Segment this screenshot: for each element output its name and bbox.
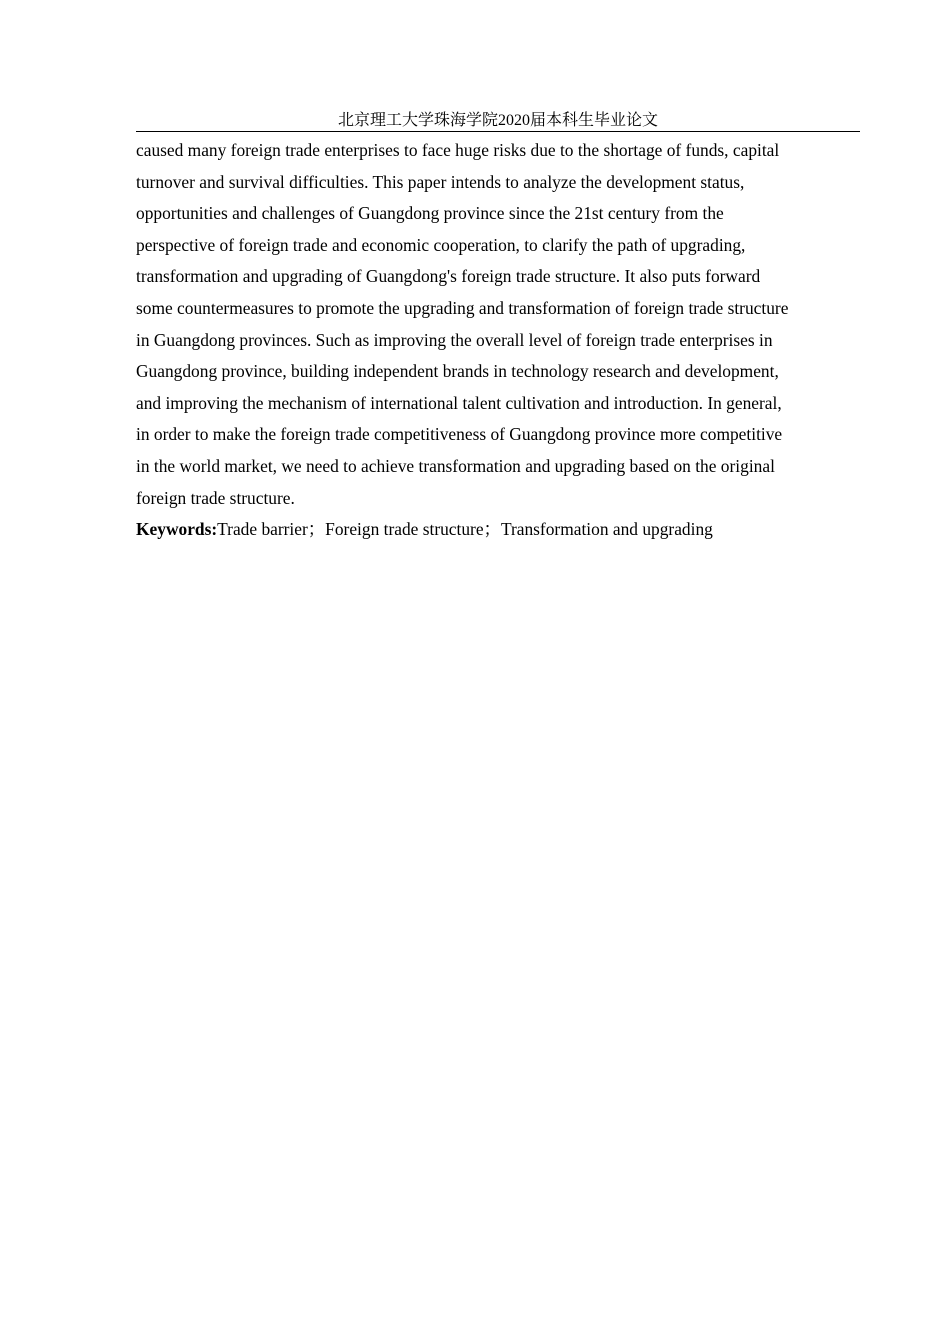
abstract-line: Guangdong province, building independent brands in technology research and development, xyxy=(136,361,779,382)
abstract-line: transformation and upgrading of Guangdong's foreign trade structure. It also puts forward xyxy=(136,266,761,287)
running-header: 北京理工大学珠海学院2020届本科生毕业论文 xyxy=(136,110,860,132)
keywords-label: Keywords: xyxy=(136,519,218,539)
abstract-line: in the world market, we need to achieve transformation and upgrading based on the original xyxy=(136,455,775,476)
abstract-line: perspective of foreign trade and economic cooperation, to clarify the path of upgrading, xyxy=(136,234,746,255)
abstract-line: in Guangdong provinces. Such as improving the overall level of foreign trade enterprises in xyxy=(136,329,773,350)
abstract-line: in order to make the foreign trade competitiveness of Guangdong province more competitive xyxy=(136,424,783,445)
abstract-line: some countermeasures to promote the upgrading and transformation of foreign trade structure xyxy=(136,297,789,318)
abstract-line: opportunities and challenges of Guangdong province since the 21st century from the xyxy=(136,203,724,224)
abstract-line: caused many foreign trade enterprises to face huge risks due to the shortage of funds, capital xyxy=(136,140,780,160)
abstract-line: and improving the mechanism of international talent cultivation and introduction. In general, xyxy=(136,392,782,413)
abstract-paragraph xyxy=(136,135,860,514)
abstract-line: turnover and survival difficulties. This paper intends to analyze the development status, xyxy=(136,171,745,192)
abstract-line: foreign trade structure. xyxy=(136,487,295,508)
keywords-text: Trade barrier；Foreign trade structure；Transformation and upgrading xyxy=(217,519,713,539)
keywords-line xyxy=(136,514,860,546)
